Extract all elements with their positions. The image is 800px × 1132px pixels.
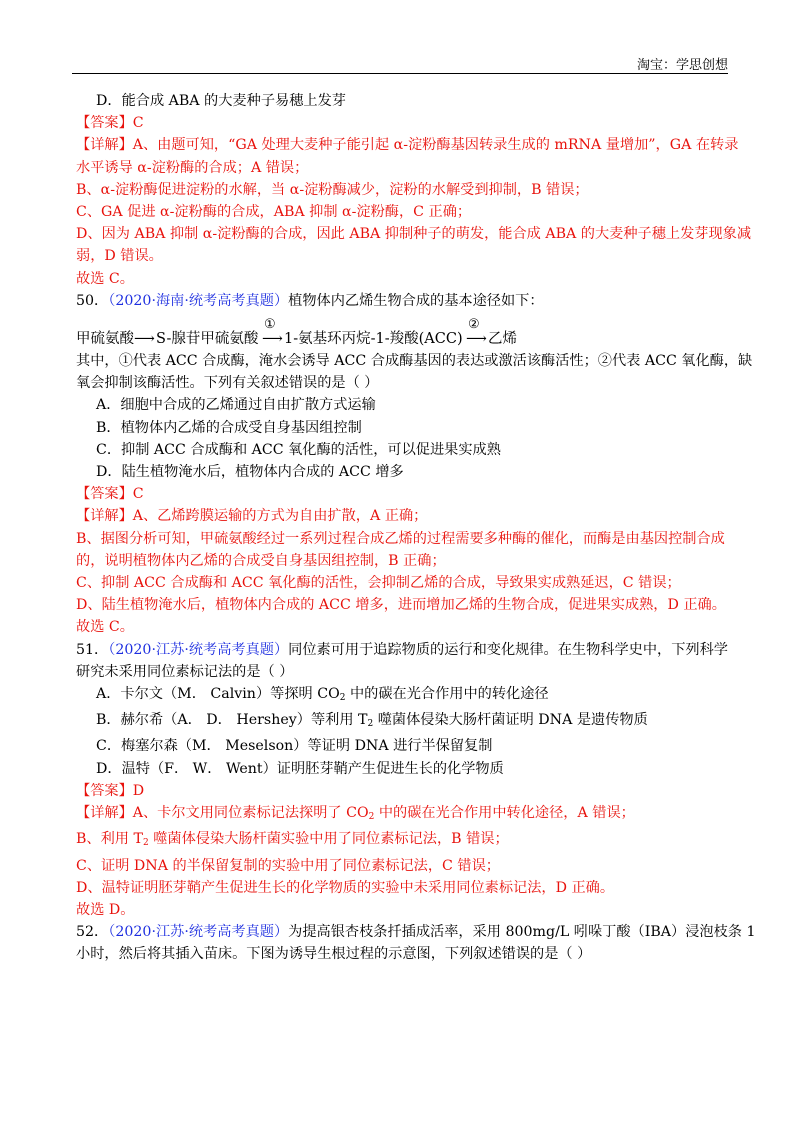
q51-detail-text: 噬菌体侵染大肠杆菌实验中用了同位素标记法，B 错误； [148,831,509,848]
q50-stem-text: 植物体内乙烯生物合成的基本途径如下： [288,292,544,309]
q50-source: （2020·海南·统考高考真题） [108,292,289,309]
pathway-node-sam: S-腺苷甲硫氨酸 [156,331,259,348]
q50-option-d: D．陆生植物淹水后，植物体内合成的 ACC 增多 [96,464,404,481]
pathway-node-ethylene: 乙烯 [488,331,517,348]
q52-stem-line-2 [76,943,728,965]
q51-stem-text: 研究 [76,663,105,680]
q49-detail-line: D、因为 ABA 抑制 α-淀粉酶的合成，因此 ABA 抑制种子的萌发，能合成 ABA 的大麦种子穗上发芽现象减 [76,226,752,243]
emphasis-dotted-char: 未 [104,663,119,680]
q49-detail-line: 水平诱导 α-淀粉酶的合成；A 错误； [76,159,309,176]
q51-option-c: C．梅塞尔森（M． Meselson）等证明 DNA 进行半保留复制 [96,738,493,755]
q50-detail-line: 的，说明植物体内乙烯的合成受自身基因组控制，B 正确； [76,552,446,569]
pathway-node-methionine: 甲硫氨酸 [76,331,134,348]
q51-detail-text: B、利用 T [76,831,143,848]
q49-detail-line: B、α-淀粉酶促进淀粉的水解，当 α-淀粉酶减少，淀粉的水解受到抑制，B 错误； [76,181,589,198]
q52-number: 52． [76,924,109,941]
q52-stem-line-1 [76,921,756,943]
q51-stem-line-1 [76,639,728,661]
q51-number: 51． [76,641,109,658]
q52-stem-text: 小时，然后将其插入苗床。下图为诱导生根过程的示意图，下列叙述 [76,946,502,963]
q51-detail-text: 中的碳在光合作用中转化途径，A 错误； [374,805,635,822]
q51-option-text: 中的碳在光合作用中的转化途径 [345,686,549,703]
q52-source: （2020·江苏·统考高考真题） [108,924,289,941]
q50-number: 50． [76,292,109,309]
q51-detail-line: D、温特证明胚芽鞘产生促进生长的化学物质的实验中未采用同位素标记法，D 正确。 [76,879,615,896]
q50-detail-line: B、据图分析可知，甲硫氨酸经过一系列过程合成乙烯的过程需要多种酶的催化，而酶是由基因控制合成 [76,530,725,547]
page-header [0,0,800,76]
q51-option-text: B．赫尔希（A． D． Hershey）等利用 T [96,712,368,729]
q51-answer: 【答案】D [76,782,145,799]
pathway-enzyme-1-label: ① [264,317,276,333]
q49-detail-line: 弱，D 错误。 [76,248,163,265]
q49-detail-line: C、GA 促进 α-淀粉酶的合成，ABA 抑制 α-淀粉酶，C 正确； [76,204,472,221]
emphasis-dotted-char: 采 [118,663,133,680]
q50-answer: 【答案】C [76,486,144,503]
q50-explain-line: 其中，①代表 ACC 合成酶，淹水会诱导 ACC 合成酶基因的表达或激活该酶活性；②代表 ACC 氧化酶，缺 [76,353,753,370]
q51-stem-text: 同位素标记法的是（ ） [147,663,294,680]
q51-option-d: D．温特（F． W． Went）证明胚芽鞘产生促进生长的化学物质 [96,760,504,777]
ethylene-pathway-diagram [76,314,728,350]
q50-detail-line: C、抑制 ACC 合成酶和 ACC 氧化酶的活性，会抑制乙烯的合成，导致果实成熟延迟，C 错误； [76,575,681,592]
q51-source: （2020·江苏·统考高考真题） [108,641,289,658]
q51-option-a [76,683,728,709]
q52-stem-text: 的是（ ） [530,946,592,963]
q49-conclusion: 故选 C。 [76,270,134,287]
q50-detail-line: 【详解】A、乙烯跨膜运输的方式为自由扩散，A 正确； [76,508,428,525]
q51-detail-line [76,802,728,828]
q49-answer: 【答案】C [76,115,144,132]
pathway-arrow: ⟶ [262,331,283,348]
q51-detail-text: 【详解】A、卡尔文用同位素标记法探明了 CO [76,805,369,822]
q49-detail-line: 【详解】A、由题可知，“GA 处理大麦种子能引起 α-淀粉酶基因转录生成的 mRNA 量增加”，GA 在转录 [76,137,739,154]
q51-detail-line: C、证明 DNA 的半保留复制的实验中用了同位素标记法，C 错误； [76,857,500,874]
q51-option-text: 噬菌体侵染大肠杆菌证明 DNA 是遗传物质 [373,712,648,729]
q51-detail-line [76,828,728,854]
emphasis-dotted-char: 用 [132,663,147,680]
pathway-arrow: ⟶ [134,331,155,348]
q51-stem-text: 同位素可用于追踪物质的运行和变化规律。在生物科学史中，下列科学 [288,641,728,658]
q49-option-d: D．能合成 ABA 的大麦种子易穗上发芽 [96,93,346,109]
q50-explain-line: 氧会抑制该酶活性。下列有关叙述错误的是（ ） [76,375,379,392]
q50-option-b: B．植物体内乙烯的合成受自身基因组控制 [96,419,362,436]
subscript: 2 [367,719,374,730]
pathway-enzyme-2-label: ② [468,317,480,333]
emphasis-dotted-char: 误 [515,946,531,963]
q50-stem [76,290,728,312]
header-brand: 淘宝：学思创想 [636,58,728,73]
subscript: 2 [142,838,149,849]
q50-conclusion: 故选 C。 [76,619,134,636]
subscript: 2 [339,693,346,704]
subscript: 2 [368,812,375,823]
pathway-arrow: ⟶ [466,331,487,348]
pathway-node-acc: 1-氨基环丙烷-1-羧酸(ACC) [284,331,463,348]
q51-option-b [76,709,728,735]
q51-conclusion: 故选 D。 [76,901,135,918]
q51-option-text: A．卡尔文（M． Calvin）等探明 CO [96,686,340,703]
q50-option-c: C．抑制 ACC 合成酶和 ACC 氧化酶的活性，可以促进果实成熟 [96,441,501,458]
q50-detail-line: D、陆生植物淹水后，植物体内合成的 ACC 增多，进而增加乙烯的生物合成，促进果实成熟，D 正确。 [76,597,726,614]
page-content [76,90,756,966]
emphasis-dotted-char: 错 [501,946,516,963]
q51-stem-line-2 [76,661,728,683]
q52-stem-text: 为提高银杏枝条扦插成活率，采用 800mg/L 吲哚丁酸（IBA）浸泡枝条 1 [288,924,756,941]
header-divider [72,73,728,74]
q50-option-a: A．细胞中合成的乙烯通过自由扩散方式运输 [96,397,376,414]
